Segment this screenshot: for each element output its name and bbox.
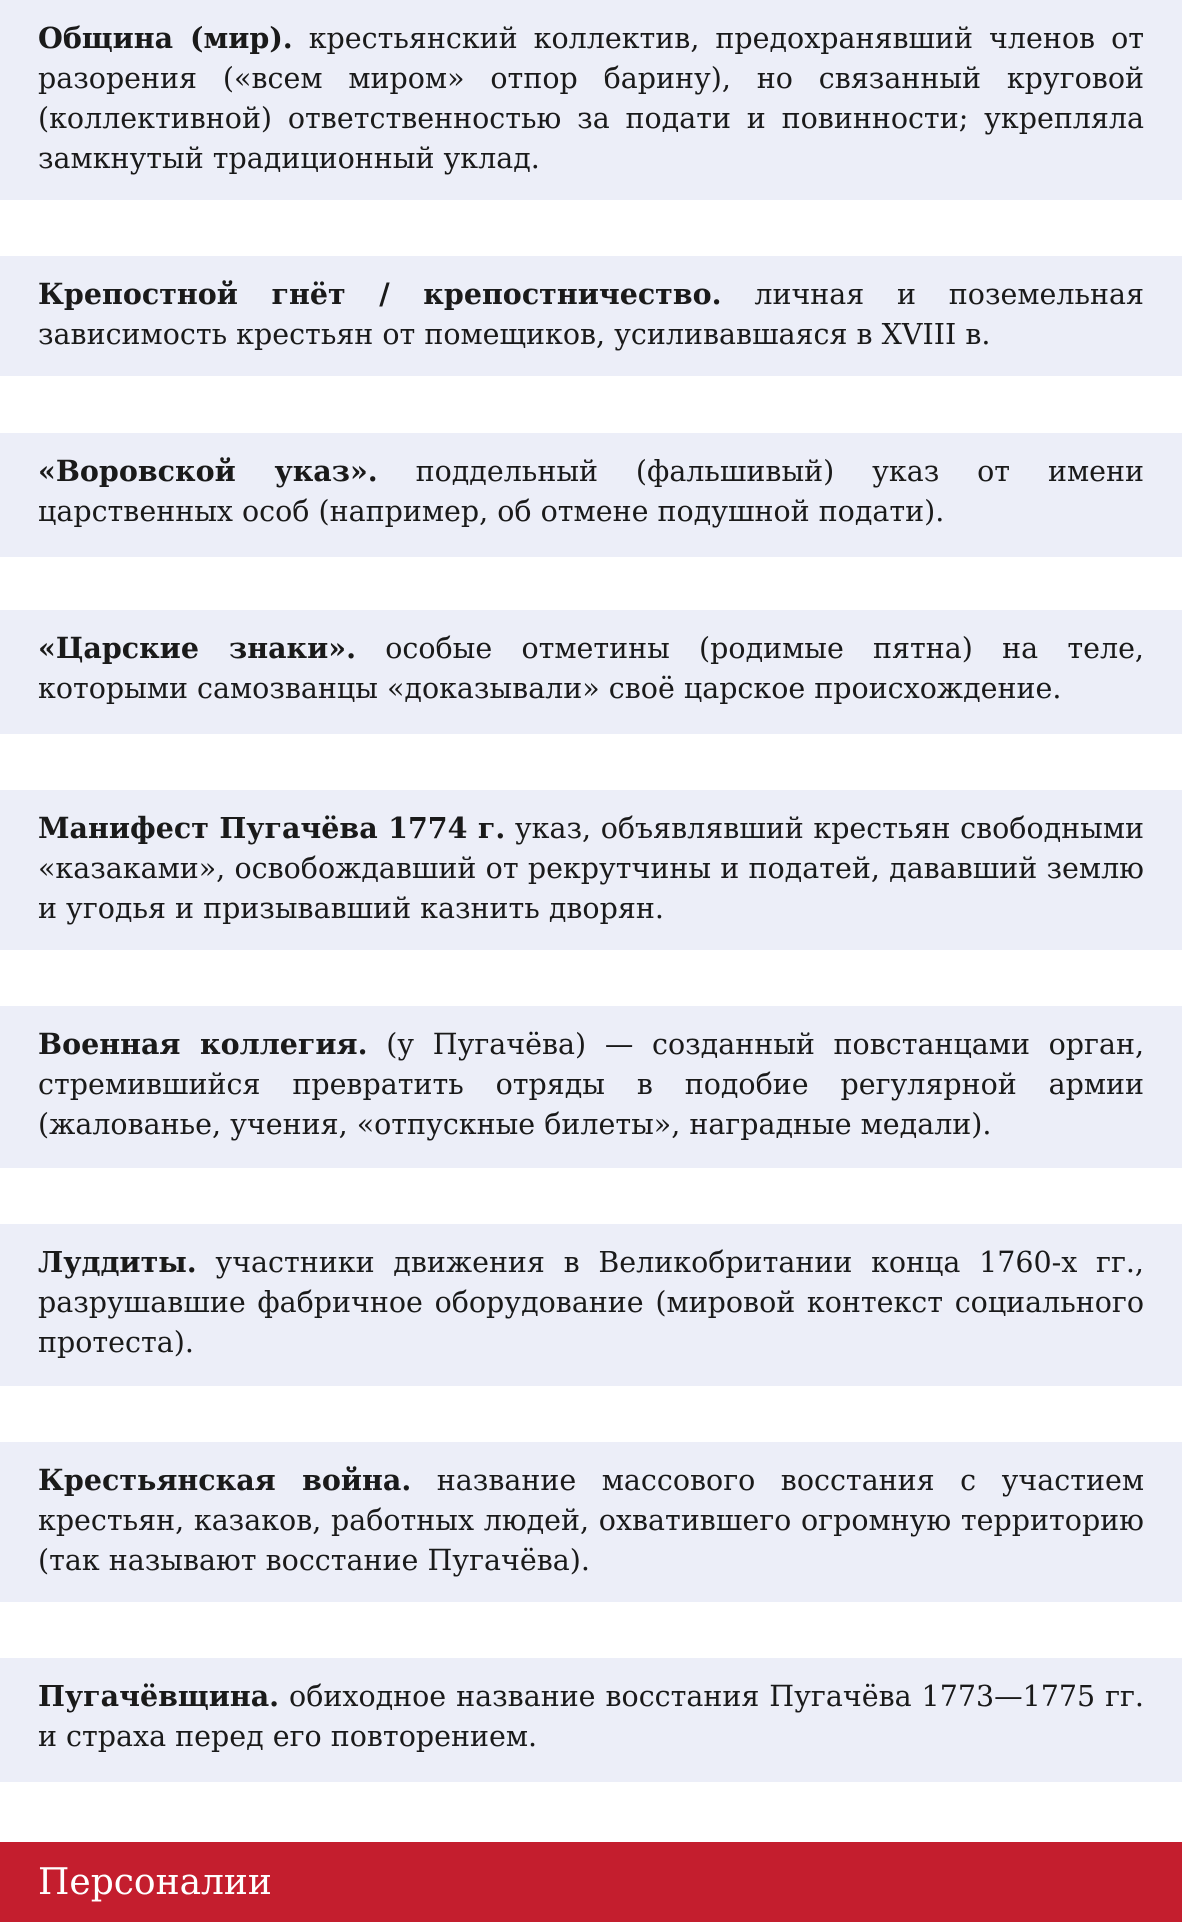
entry-definition: личная и поземельная зависимость крестьян от помещиков, усиливавшаяся в XVIII в. [38, 278, 1144, 351]
section-title: Персоналии [38, 1861, 272, 1903]
entry-term: «Царские знаки». [38, 631, 357, 665]
entry-text [38, 1242, 1144, 1363]
entry-definition: обиходное название восстания Пугачёва 1773—1775 гг. и страха перед его повторением. [38, 1680, 1144, 1753]
entry-term: Военная коллегия. [38, 1027, 368, 1061]
entry-definition: участники движения в Великобритании конца 1760-х гг., разрушавшие фабричное оборудование (мировой контекст социального протеста). [38, 1246, 1144, 1359]
entry-text [38, 451, 1144, 532]
entry-definition: (у Пугачёва) — созданный повстанцами орган, стремившийся превратить отряды в подобие регулярной армии (жалованье, учения, «отпускные билеты», наградные медали). [38, 1028, 1145, 1141]
entry-text [38, 1460, 1144, 1581]
entry-term: Манифест Пугачёва 1774 г. [38, 811, 506, 845]
entry-card-manifest [0, 790, 1182, 950]
entry-definition: название массового восстания с участием крестьян, казаков, работных людей, охватившего огромную территорию (так называют восстание Пугачёва). [38, 1464, 1144, 1577]
entry-card-krestyanskaya-voyna [0, 1442, 1182, 1602]
entry-card-pugachevshchina [0, 1658, 1182, 1782]
entry-card-ludditi [0, 1224, 1182, 1386]
entry-text [38, 1024, 1144, 1145]
entry-term: Пугачёвщина. [38, 1679, 280, 1713]
entry-text [38, 274, 1144, 355]
section-header-personalii [0, 1842, 1182, 1922]
entry-definition: поддельный (фальшивый) указ от имени царственных особ (например, об отмене подушной подати). [38, 455, 1144, 528]
entry-text [38, 18, 1144, 179]
entry-card-vorovskoy-ukaz [0, 433, 1182, 557]
entry-text [38, 1676, 1144, 1757]
entry-text [38, 628, 1144, 709]
entry-text [38, 808, 1144, 929]
entry-term: Крепостной гнёт / крепостничество. [38, 277, 722, 311]
entry-card-obshchina [0, 0, 1182, 200]
entry-card-krepostnichestvo [0, 256, 1182, 376]
entry-card-tsarskie-znaki [0, 610, 1182, 734]
entry-definition: крестьянский коллектив, предохранявший членов от разорения («всем миром» отпор барину), но связанный круговой (коллективной) ответственностью за подати и повинности; укрепляла замкнутый традиционный уклад. [38, 22, 1144, 175]
entry-term: «Воровской указ». [38, 454, 378, 488]
entry-definition: указ, объявлявший крестьян свободными «казаками», освобождавший от рекрутчины и податей, дававший землю и угодья и призывавший казнить дворян. [38, 812, 1144, 925]
entry-definition: особые отметины (родимые пятна) на теле, которыми самозванцы «доказывали» своё царское происхождение. [38, 632, 1144, 705]
entry-card-voennaya-kollegiya [0, 1006, 1182, 1168]
entry-term: Луддиты. [38, 1245, 197, 1279]
entry-term: Крестьянская война. [38, 1463, 412, 1497]
entry-term: Община (мир). [38, 21, 293, 55]
